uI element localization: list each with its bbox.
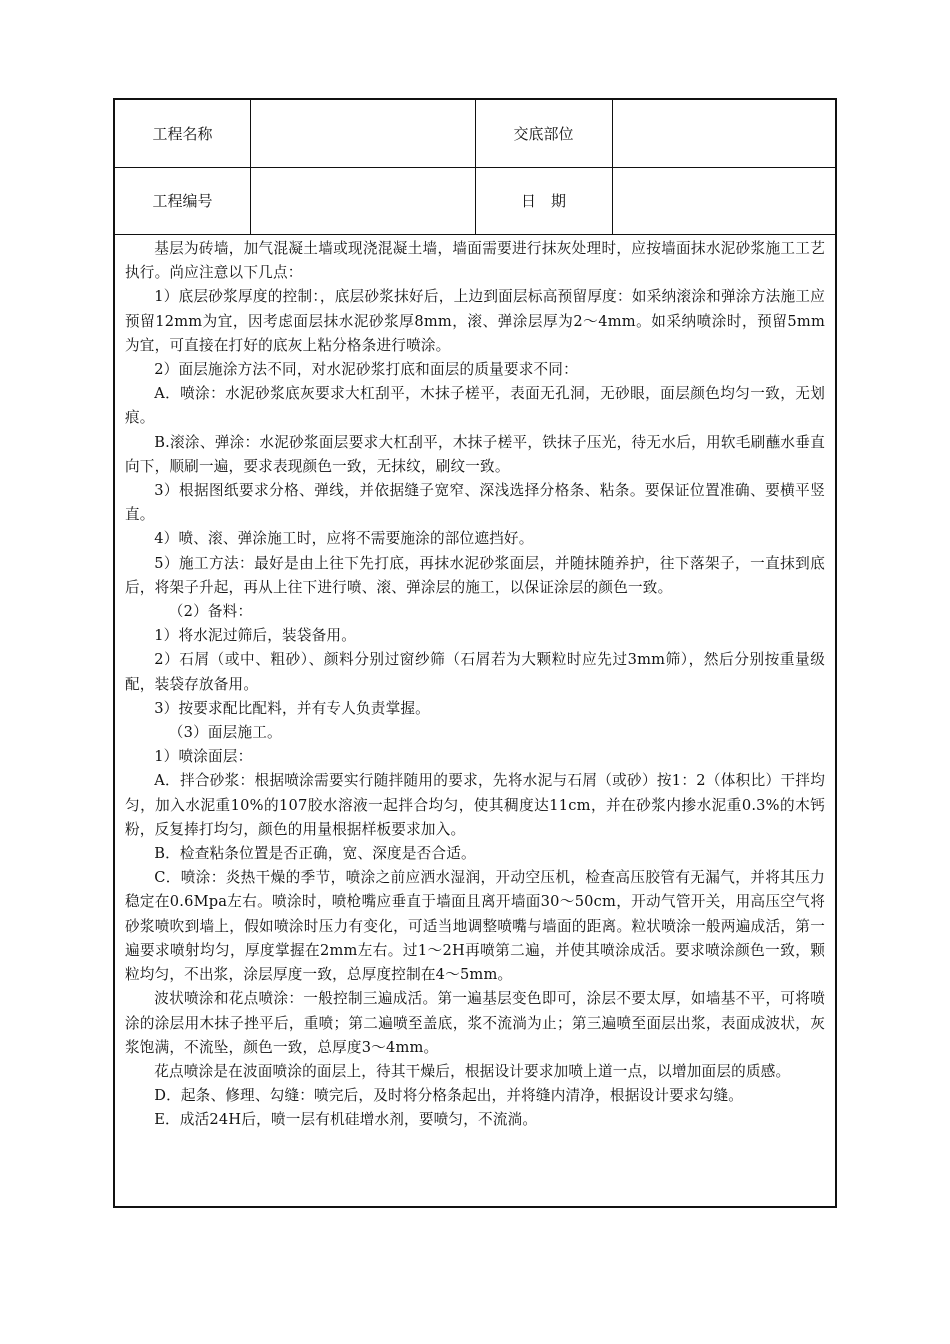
section-heading: （2）备料： — [168, 603, 253, 621]
date-label: 日 期 — [475, 167, 613, 234]
paragraph: 1）喷涂面层： — [154, 748, 253, 766]
handover-part-field[interactable] — [612, 100, 835, 167]
date-field[interactable] — [612, 167, 835, 234]
paragraph: 2）面层施涂方法不同，对水泥砂浆打底和面层的质量要求不同： — [154, 361, 578, 379]
project-name-label: 工程名称 — [115, 100, 251, 167]
disclosure-content — [115, 234, 835, 1206]
paragraph: E．成活24H后，喷一层有机硅增水剂，要喷匀，不流淌。 — [154, 1111, 538, 1129]
disclosure-form-table — [113, 98, 837, 1208]
paragraph: 2）石屑（或中、粗砂）、颜料分别过窗纱筛（石屑若为大颗粒时应先过3mm筛），然后分别按重量级配，装袋存放备用。 — [125, 651, 825, 693]
paragraph: 基层为砖墙，加气混凝土墙或现浇混凝土墙，墙面需要进行抹灰处理时，应按墙面抹水泥砂浆施工工艺执行。尚应注意以下几点： — [125, 240, 825, 282]
paragraph: A．喷涂：水泥砂浆底灰要求大杠刮平，木抹子槎平，表面无孔洞，无砂眼，面层颜色均匀一致，无划痕。 — [125, 385, 825, 427]
project-no-field[interactable] — [250, 167, 476, 234]
paragraph: 3）按要求配比配料，并有专人负责掌握。 — [154, 699, 430, 717]
paragraph: 1）将水泥过筛后，装袋备用。 — [154, 627, 356, 645]
project-no-label: 工程编号 — [115, 167, 251, 234]
project-name-field[interactable] — [250, 100, 476, 167]
paragraph: D．起条、修理、勾缝：喷完后，及时将分格条起出，并将缝内清净，根据设计要求勾缝。 — [154, 1087, 744, 1105]
paragraph: 3）根据图纸要求分格、弹线，并依据缝子宽窄、深浅选择分格条、粘条。要保证位置准确、要横平竖直。 — [125, 482, 825, 524]
header-row-2 — [115, 167, 835, 235]
paragraph: A．拌合砂浆：根据喷涂需要实行随拌随用的要求，先将水泥与石屑（或砂）按1：2（体积比）干拌均匀，加入水泥重10%的107胶水溶液一起拌合均匀，使其稠度达11cm，并在砂浆内掺水泥重0.3%的木钙粉，反复捧打均匀，颜色的用量根据样板要求加入。 — [125, 772, 825, 838]
paragraph: 4）喷、滚、弹涂施工时，应将不需要施涂的部位遮挡好。 — [154, 530, 534, 548]
section-heading: （3）面层施工。 — [168, 724, 282, 742]
paragraph: C．喷涂：炎热干燥的季节，喷涂之前应洒水湿润，开动空压机，检查高压胶管有无漏气，并将其压力稳定在0.6Mpa左右。喷涂时，喷枪嘴应垂直于墙面且离开墙面30～50cm，开动气管开关，用高压空气将砂浆喷吹到墙上，假如喷涂时压力有变化，可适当地调整喷嘴与墙面的距离。粒状喷涂一般两遍成活，第一遍要求喷射均匀，厚度掌握在2mm左右。过1～2H再喷第二遍，并使其喷涂成活。要求喷涂颜色一致，颗粒均匀，不出浆，涂层厚度一致，总厚度控制在4～5mm。 — [125, 869, 825, 984]
paragraph: 5）施工方法：最好是由上往下先打底，再抹水泥砂浆面层，并随抹随养护，往下落架子，一直抹到底后，将架子升起，再从上往下进行喷、滚、弹涂层的施工，以保证涂层的颜色一致。 — [125, 554, 825, 596]
handover-part-label: 交底部位 — [475, 100, 613, 167]
paragraph: B．检查粘条位置是否正确，宽、深度是否合适。 — [154, 845, 476, 863]
header-row-1 — [115, 100, 835, 168]
paragraph: B.滚涂、弹涂：水泥砂浆面层要求大杠刮平，木抹子槎平，铁抹子压光，待无水后，用软毛刷蘸水垂直向下，顺刷一遍，要求表现颜色一致，无抹纹，刷纹一致。 — [125, 433, 825, 475]
paragraph: 波状喷涂和花点喷涂：一般控制三遍成活。第一遍基层变色即可，涂层不要太厚，如墙基不平，可将喷涂的涂层用木抹子挫平后，重喷；第二遍喷至盖底，浆不流淌为止；第三遍喷至面层出浆，表面成波状，灰浆饱满，不流坠，颜色一致，总厚度3～4mm。 — [125, 990, 825, 1056]
paragraph: 1）底层砂浆厚度的控制：，底层砂浆抹好后，上边到面层标高预留厚度：如采纳滚涂和弹涂方法施工应预留12mm为宜，因考虑面层抹水泥砂浆厚8mm，滚、弹涂层厚为2～4mm。如采纳喷涂时，预留5mm为宜，可直接在打好的底灰上粘分格条进行喷涂。 — [125, 288, 825, 354]
paragraph: 花点喷涂是在波面喷涂的面层上，待其干燥后，根据设计要求加喷上道一点，以增加面层的质感。 — [154, 1062, 791, 1080]
